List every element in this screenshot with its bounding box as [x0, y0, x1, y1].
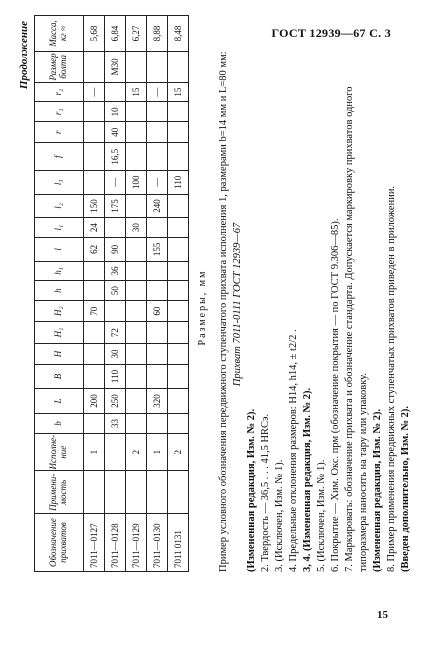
dimensions-caption: Размеры, мм — [197, 269, 208, 346]
table-row — [168, 16, 189, 572]
cell-b — [168, 414, 189, 434]
col-r2: r₂ — [35, 82, 84, 102]
cell-designation: 7011—0129 — [126, 514, 147, 572]
cell-H — [126, 343, 147, 364]
cell-h — [147, 281, 168, 301]
cell-b: 33 — [105, 414, 126, 434]
cell-l3: 100 — [126, 170, 147, 194]
cell-mass: 6,27 — [126, 16, 147, 52]
cell-H — [168, 343, 189, 364]
cell-H1 — [84, 322, 105, 343]
cell-h: 50 — [105, 281, 126, 301]
cell-bolt: М30 — [105, 51, 126, 82]
cell-l2: 175 — [105, 194, 126, 218]
cell-r2 — [105, 82, 126, 102]
cell-applicability — [126, 471, 147, 514]
document-body — [217, 37, 413, 572]
table-row — [84, 16, 105, 572]
cell-B: 110 — [105, 365, 126, 389]
cell-l1: 24 — [84, 218, 105, 238]
cell-l1 — [105, 218, 126, 238]
cell-h — [168, 281, 189, 301]
cell-r1: 10 — [105, 102, 126, 122]
cell-r1 — [126, 102, 147, 122]
cell-H — [84, 343, 105, 364]
cell-designation: 7011 0131 — [168, 514, 189, 572]
cell-l1: 30 — [126, 218, 147, 238]
cell-H1 — [126, 322, 147, 343]
designation-example: Прихват 7011-0111 ГОСТ 12939—67 — [232, 222, 243, 387]
cell-l: 90 — [105, 237, 126, 261]
cell-H1: 72 — [105, 322, 126, 343]
cell-l1 — [147, 218, 168, 238]
cell-designation: 7011—0127 — [84, 514, 105, 572]
cell-H2 — [126, 300, 147, 321]
cell-r1 — [147, 102, 168, 122]
cell-r — [84, 122, 105, 143]
cell-h1 — [84, 261, 105, 281]
cell-r — [168, 122, 189, 143]
table-row — [147, 16, 168, 572]
item-3: 3. (Исключен, Изм. № 1). — [274, 459, 285, 572]
cell-applicability — [105, 471, 126, 514]
cell-execution: 2 — [168, 433, 189, 471]
added-note: (Введен дополнительно, Изм. № 2). — [400, 405, 411, 572]
dimensions-table — [34, 15, 189, 572]
cell-bolt — [126, 51, 147, 82]
col-r: r — [35, 122, 84, 143]
col-l3: l₃ — [35, 170, 84, 194]
cell-f — [84, 143, 105, 170]
cell-h1: 36 — [105, 261, 126, 281]
cell-mass: 8,48 — [168, 16, 189, 52]
cell-designation: 7011—0130 — [147, 514, 168, 572]
cell-execution: 2 — [126, 433, 147, 471]
cell-l3: 110 — [168, 170, 189, 194]
item-5: 5. (Исключен, Изм. № 1). — [316, 459, 327, 572]
cell-B — [168, 365, 189, 389]
cell-bolt — [168, 51, 189, 82]
cell-l: 62 — [84, 237, 105, 261]
cell-r2: 15 — [168, 82, 189, 102]
cell-mass: 5,68 — [84, 16, 105, 52]
col-bolt: Размер болта — [35, 51, 84, 82]
cell-h1 — [168, 261, 189, 281]
col-H: H — [35, 343, 84, 364]
cell-H — [147, 343, 168, 364]
col-r1: r₁ — [35, 102, 84, 122]
cell-H2: 60 — [147, 300, 168, 321]
cell-designation: 7011—0128 — [105, 514, 126, 572]
continuation-label: Продолжение — [18, 21, 30, 90]
page-header: ГОСТ 12939—67 С. 3 — [271, 26, 391, 40]
cell-L — [168, 388, 189, 413]
col-H1: H₁ — [35, 322, 84, 343]
cell-r2: — — [147, 82, 168, 102]
cell-l3 — [84, 170, 105, 194]
example-paragraph: Пример условного обозначения передвижного ступенчатого прихвата исполнения 1, размерами b=14 мм и L=80 мм: — [218, 51, 229, 572]
cell-h — [84, 281, 105, 301]
cell-L: 200 — [84, 388, 105, 413]
cell-r2: 15 — [126, 82, 147, 102]
col-h1: h₁ — [35, 261, 84, 281]
cell-l1 — [168, 218, 189, 238]
cell-l3: — — [105, 170, 126, 194]
cell-bolt — [84, 51, 105, 82]
cell-B — [147, 365, 168, 389]
col-mass: Масса, кг ≈ — [35, 16, 84, 52]
cell-L: 250 — [105, 388, 126, 413]
col-f: f — [35, 143, 84, 170]
cell-r — [126, 122, 147, 143]
col-l: l — [35, 237, 84, 261]
cell-applicability — [84, 471, 105, 514]
cell-h1 — [126, 261, 147, 281]
cell-mass: 6,84 — [105, 16, 126, 52]
rotated-page-content — [12, 15, 417, 600]
col-B: B — [35, 365, 84, 389]
col-designation: Обозначение прихватов — [35, 514, 84, 572]
cell-r2: — — [84, 82, 105, 102]
cell-H2: 70 — [84, 300, 105, 321]
page-number: 15 — [377, 609, 388, 621]
cell-f — [147, 143, 168, 170]
cell-b — [126, 414, 147, 434]
col-execution: Исполне-ние — [35, 433, 84, 471]
cell-r1 — [168, 102, 189, 122]
cell-execution — [105, 433, 126, 471]
cell-mass: 8,88 — [147, 16, 168, 52]
cell-l: 155 — [147, 237, 168, 261]
item-8: 8. Пример применения передвижных ступенчатых прихватов приведен в приложении. — [386, 185, 397, 572]
cell-l2 — [168, 194, 189, 218]
cell-f: 16,5 — [105, 143, 126, 170]
table-row — [126, 16, 147, 572]
cell-l3: — — [147, 170, 168, 194]
col-L: L — [35, 388, 84, 413]
cell-h1 — [147, 261, 168, 281]
cell-r1 — [84, 102, 105, 122]
cell-h — [126, 281, 147, 301]
cell-B — [126, 365, 147, 389]
cell-l — [126, 237, 147, 261]
cell-B — [84, 365, 105, 389]
cell-l2 — [126, 194, 147, 218]
cell-execution: 1 — [84, 433, 105, 471]
cell-r: 40 — [105, 122, 126, 143]
cell-H2 — [105, 300, 126, 321]
cell-l2: 240 — [147, 194, 168, 218]
cell-b — [147, 414, 168, 434]
items-3-4-change: 3, 4. (Измененная редакция, Изм. № 2). — [302, 387, 313, 572]
table-row — [105, 16, 126, 572]
cell-H2 — [168, 300, 189, 321]
item-7: 7. Маркировать: обозначение прихвата и обозначение стандарта. Допускается маркировку прихватов одного типоразмера наносить на тару или упаковку. — [344, 86, 369, 572]
cell-bolt — [147, 51, 168, 82]
cell-L: 320 — [147, 388, 168, 413]
cell-f — [126, 143, 147, 170]
table-header-row — [35, 16, 84, 572]
col-applicability: Примени-мость — [35, 471, 84, 514]
cell-b — [84, 414, 105, 434]
cell-applicability — [147, 471, 168, 514]
cell-r — [147, 122, 168, 143]
cell-l2: 150 — [84, 194, 105, 218]
col-h: h — [35, 281, 84, 301]
cell-execution: 1 — [147, 433, 168, 471]
change-note: (Измененная редакция, Изм. № 2). — [246, 408, 257, 572]
col-l2: l₂ — [35, 194, 84, 218]
col-b: b — [35, 414, 84, 434]
cell-L — [126, 388, 147, 413]
item-2: 2. Твердость — 36,5 . . . 41,5 HRCэ. — [260, 413, 271, 572]
col-H2: H₂ — [35, 300, 84, 321]
cell-f — [168, 143, 189, 170]
cell-H1 — [147, 322, 168, 343]
item-6: 6. Покрытие — Хим. Окс. прм (обозначение покрытия — по ГОСТ 9.306—85). — [330, 218, 341, 572]
cell-H: 30 — [105, 343, 126, 364]
col-l1: l₁ — [35, 218, 84, 238]
item-4: 4. Предельные отклонения размеров: Н14, h14, ± t2/2 . — [288, 329, 299, 572]
cell-H1 — [168, 322, 189, 343]
cell-applicability — [168, 471, 189, 514]
cell-l — [168, 237, 189, 261]
items-6-7-change: (Измененная редакция, Изм. № 2). — [372, 408, 383, 572]
